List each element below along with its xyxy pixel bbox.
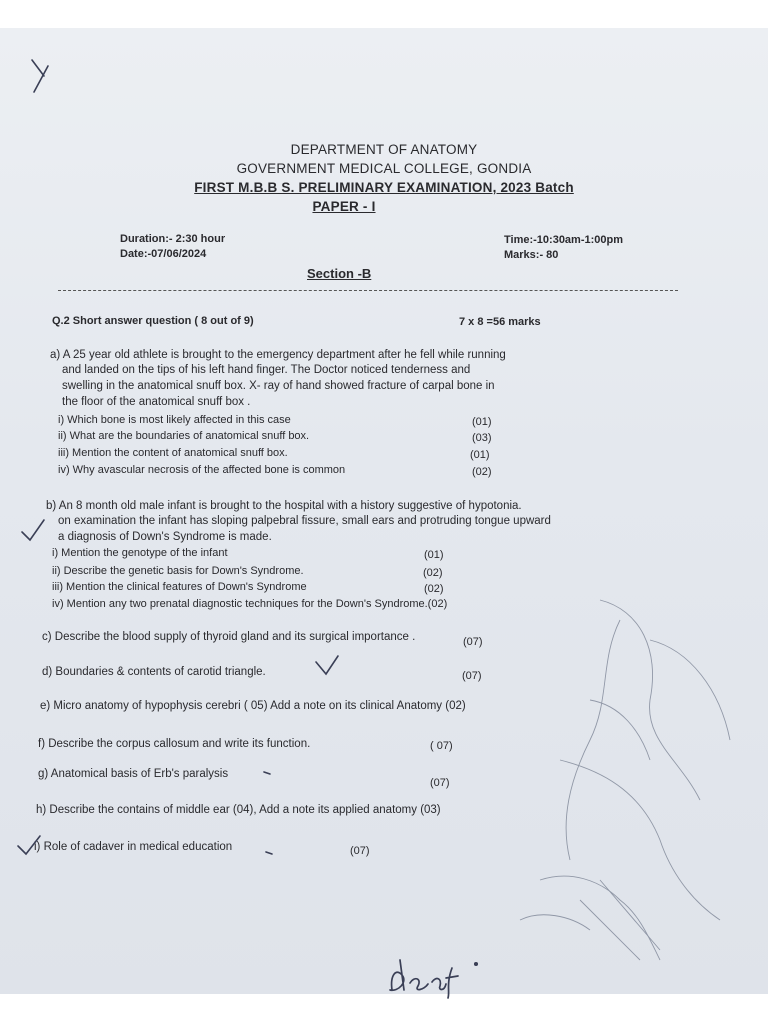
qb-item-marks: (02) [423, 567, 443, 579]
check-mark-icon [22, 520, 44, 540]
qg-marks: (07) [430, 777, 450, 789]
qg-text: g) Anatomical basis of Erb's paralysis [38, 768, 229, 780]
qa-stem-line: swelling in the anatomical snuff box. X- ray of hand showed fracture of carpal bone in [62, 380, 495, 392]
qa-item-marks: (01) [470, 449, 490, 461]
date-text: Date:-07/06/2024 [120, 248, 207, 260]
qb-item: ii) Describe the genetic basis for Down's Syndrome. [52, 565, 304, 577]
qc-text: c) Describe the blood supply of thyroid gland and its surgical importance . [42, 631, 416, 643]
qf-marks: ( 07) [430, 740, 453, 752]
exam-heading: FIRST M.B.B S. PRELIMINARY EXAMINATION, 2023 Batch [194, 180, 574, 195]
time-text: Time:-10:30am-1:00pm [504, 234, 624, 246]
qb-stem-line: on examination the infant has sloping palpebral fissure, small ears and protruding tongue upward [58, 515, 551, 527]
qb-item: iv) Mention any two prenatal diagnostic techniques for the Down's Syndrome.(02) [52, 598, 448, 610]
qh-text: h) Describe the contains of middle ear (04), Add a note its applied anatomy (03) [36, 804, 441, 816]
signature-text: deaf [392, 1000, 394, 1001]
check-mark-icon [18, 836, 40, 854]
qa-item: i) Which bone is most likely affected in this case [58, 414, 291, 426]
qd-text: d) Boundaries & contents of carotid triangle. [42, 666, 266, 678]
qa-item: iii) Mention the content of anatomical snuff box. [58, 447, 288, 459]
question-title: Q.2 Short answer question ( 8 out of 9) [52, 315, 254, 327]
qf-text: f) Describe the corpus callosum and write its function. [38, 738, 311, 750]
qb-stem-line: a diagnosis of Down's Syndrome is made. [58, 531, 272, 543]
qa-item: iv) Why avascular necrosis of the affected bone is common [58, 464, 346, 476]
qc-marks: (07) [463, 636, 483, 648]
qb-item: i) Mention the genotype of the infant [52, 547, 228, 559]
qd-marks: (07) [462, 670, 482, 682]
qa-stem-line: and landed on the tips of his left hand finger. The Doctor noticed tenderness and [62, 364, 471, 376]
qa-stem-line: the floor of the anatomical snuff box . [62, 396, 251, 408]
qa-item: ii) What are the boundaries of anatomical snuff box. [58, 430, 310, 442]
tick-mark [264, 772, 270, 774]
qi-text: i) Role of cadaver in medical education [34, 841, 233, 853]
marks-total-text: Marks:- 80 [504, 249, 559, 261]
question-marks: 7 x 8 =56 marks [459, 316, 541, 328]
qb-item-marks: (01) [424, 549, 444, 561]
qa-item-marks: (03) [472, 432, 492, 444]
tick-mark [266, 852, 272, 854]
qb-item-marks: (02) [424, 583, 444, 595]
qi-marks: (07) [350, 845, 370, 857]
college-heading: GOVERNMENT MEDICAL COLLEGE, GONDIA [236, 161, 532, 176]
check-mark-icon [316, 656, 338, 674]
section-title: Section -B [307, 266, 372, 281]
signature-drawing [390, 960, 477, 998]
slash-mark [32, 60, 44, 76]
qe-text: e) Micro anatomy of hypophysis cerebri ( 05) Add a note on its clinical Anatomy (02) [40, 700, 466, 712]
qb-stem-line: b) An 8 month old male infant is brought to the hospital with a history suggestive of hypotonia. [46, 500, 522, 512]
department-heading: DEPARTMENT OF ANATOMY [290, 142, 478, 157]
duration-text: Duration:- 2:30 hour [120, 233, 226, 245]
pencil-doodle [520, 600, 730, 960]
slash-mark [34, 66, 48, 92]
qa-item-marks: (02) [472, 466, 492, 478]
paper-heading: PAPER - I [312, 199, 376, 214]
qa-stem-line: a) A 25 year old athlete is brought to the emergency department after he fell while running [50, 349, 506, 361]
qb-item: iii) Mention the clinical features of Down's Syndrome [52, 581, 307, 593]
qa-item-marks: (01) [472, 416, 492, 428]
